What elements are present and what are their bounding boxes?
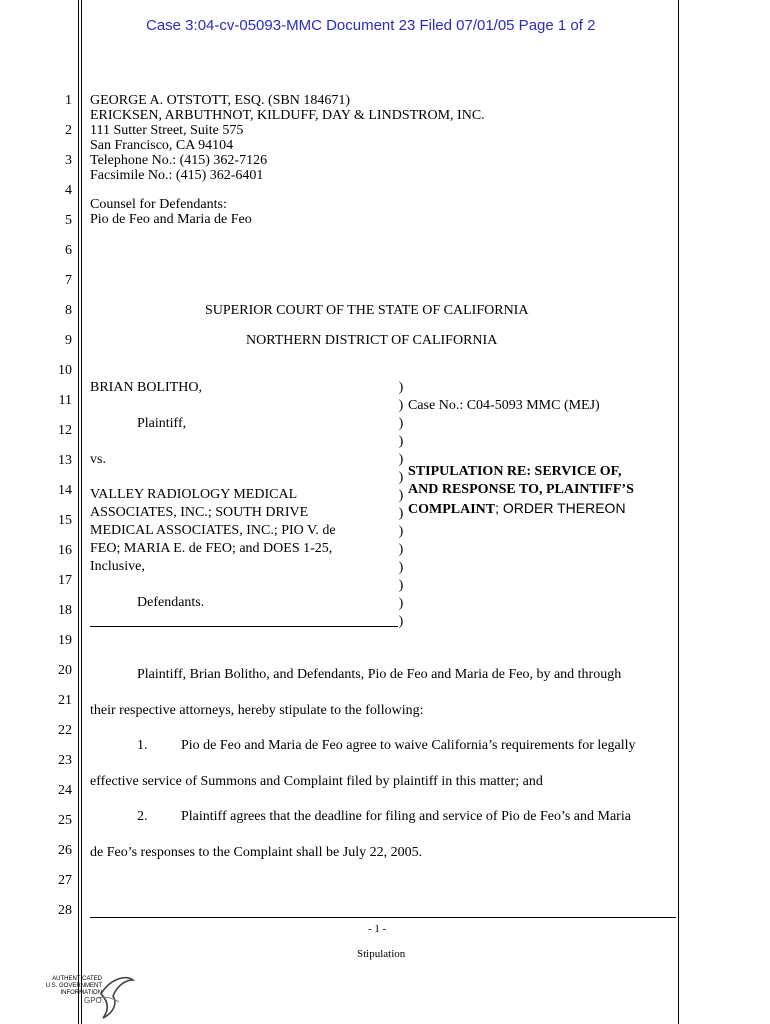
paren: ) [398,542,404,557]
paren: ) [398,380,404,395]
document-title-line: AND RESPONSE TO, PLAINTIFF’S [408,482,634,497]
paren: ) [398,470,404,485]
paren: ) [398,452,404,467]
item-text: effective service of Summons and Complaint filed by plaintiff in this matter; and [90,774,543,789]
line-number: 2 [65,123,72,138]
line-number: 15 [58,513,72,528]
paren: ) [398,416,404,431]
seal-text-line: U.S. GOVERNMENT [45,983,102,989]
item-text: Plaintiff agrees that the deadline for filing and service of Pio de Feo’s and Maria [181,809,631,824]
line-number: 11 [58,393,72,408]
versus: vs. [90,452,106,467]
seal-text-line: AUTHENTICATED [52,976,102,982]
attorney-line: San Francisco, CA 94104 [90,138,234,153]
paren: ) [398,524,404,539]
document-title-rest: ; ORDER THEREON [495,500,626,516]
caption-underline [90,626,398,627]
paren: ) [398,434,404,449]
page-number: - 1 - [368,923,387,935]
intro-line: Plaintiff, Brian Bolitho, and Defendants, Pio de Feo and Maria de Feo, by and through [137,667,622,682]
line-number: 17 [58,573,72,588]
attorney-line: Telephone No.: (415) 362-7126 [90,153,268,168]
line-number: 16 [58,543,72,558]
defendants-line: FEO; MARIA E. de FEO; and DOES 1-25, [90,541,333,556]
line-number: 9 [65,333,72,348]
case-number: Case No.: C04-5093 MMC (MEJ) [408,398,600,413]
line-number: 18 [58,603,72,618]
court-name: SUPERIOR COURT OF THE STATE OF CALIFORNIA [205,303,529,318]
document-title-bold: COMPLAINT [408,502,496,517]
paren: ) [398,506,404,521]
case-header: Case 3:04-cv-05093-MMC Document 23 Filed 07/01/05 Page 1 of 2 [146,17,596,34]
line-number: 14 [58,483,72,498]
line-number: 26 [58,843,72,858]
counsel-line: Pio de Feo and Maria de Feo [90,212,252,227]
left-margin-rule-outer [78,0,79,1024]
line-number: 1 [65,93,72,108]
footer-label: Stipulation [357,948,406,960]
line-number: 21 [58,693,72,708]
paren: ) [398,596,404,611]
counsel-line: Counsel for Defendants: [90,197,227,212]
document-title-last [408,500,626,518]
line-number: 19 [58,633,72,648]
document-title-line: STIPULATION RE: SERVICE OF, [408,464,622,479]
line-number: 28 [58,903,72,918]
defendants-line: MEDICAL ASSOCIATES, INC.; PIO V. de [90,523,336,538]
attorney-line: Facsimile No.: (415) 362-6401 [90,168,264,183]
line-number: 3 [65,153,72,168]
line-number: 22 [58,723,72,738]
gpo-label: GPO [84,996,102,1005]
item-number: 1. [137,738,148,753]
item-number: 2. [137,809,148,824]
line-number: 25 [58,813,72,828]
line-number: 27 [58,873,72,888]
paren: ) [398,578,404,593]
right-margin-rule [678,0,679,1024]
line-number: 20 [58,663,72,678]
paren: ) [398,614,404,629]
gpo-authentication-seal [40,972,135,1020]
line-number: 5 [65,213,72,228]
line-number: 24 [58,783,72,798]
attorney-line: GEORGE A. OTSTOTT, ESQ. (SBN 184671) [90,93,351,108]
defendants-role: Defendants. [137,595,205,610]
line-number: 13 [58,453,72,468]
defendants-line: ASSOCIATES, INC.; SOUTH DRIVE [90,505,309,520]
line-number: 10 [58,363,72,378]
line-number: 6 [65,243,72,258]
paren: ) [398,488,404,503]
left-margin-rule-inner [81,0,82,1024]
plaintiff-name: BRIAN BOLITHO, [90,380,202,395]
court-district: NORTHERN DISTRICT OF CALIFORNIA [246,333,498,348]
attorney-line: 111 Sutter Street, Suite 575 [90,123,244,138]
line-number: 23 [58,753,72,768]
defendants-line: VALLEY RADIOLOGY MEDICAL [90,487,298,502]
paren: ) [398,398,404,413]
defendants-line: Inclusive, [90,559,145,574]
line-number: 7 [65,273,72,288]
plaintiff-role: Plaintiff, [137,416,187,431]
item-text: de Feo’s responses to the Complaint shall be July 22, 2005. [90,845,423,860]
line-number: 8 [65,303,72,318]
intro-line: their respective attorneys, hereby stipulate to the following: [90,703,424,718]
item-text: Pio de Feo and Maria de Feo agree to waive California’s requirements for legally [181,738,636,753]
paren: ) [398,560,404,575]
line-number: 12 [58,423,72,438]
line-number: 4 [65,183,72,198]
footer-rule [90,917,676,918]
seal-text-line: INFORMATION [60,990,102,996]
attorney-line: ERICKSEN, ARBUTHNOT, KILDUFF, DAY & LINDSTROM, INC. [90,108,485,123]
